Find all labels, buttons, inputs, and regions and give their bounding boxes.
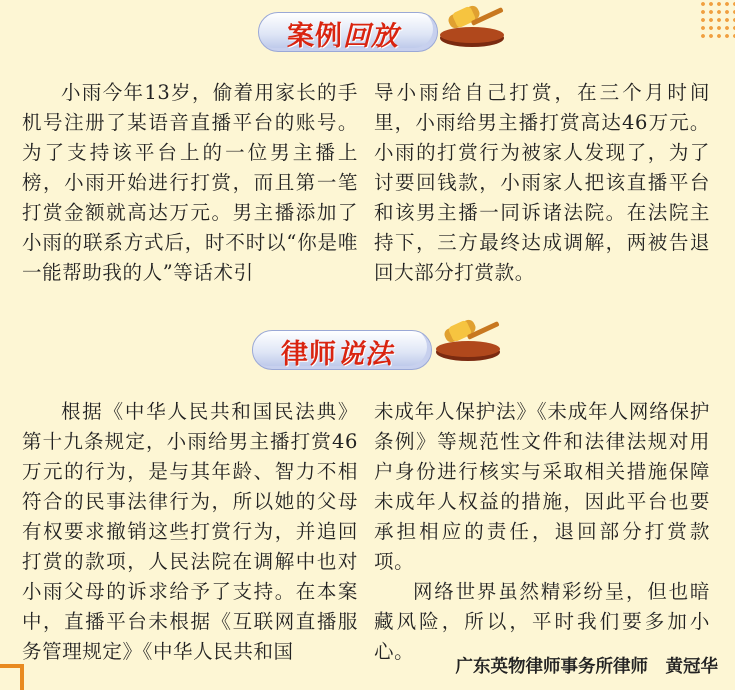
corner-mark [0,664,24,690]
title-part-a: 案例 [287,21,343,52]
title-part-b: 回放 [343,21,399,52]
section-title [258,14,428,53]
gavel-icon [438,0,508,48]
case-paragraph-part-1: 小雨今年13岁，偷着用家长的手机号注册了某语音直播平台的账号。为了支持该平台上的一位男主播上榜，小雨开始进行打赏，而且第一笔打赏金额就高达万元。男主播添加了小雨的联系方式后，时不时以“你是唯一能帮助我的人”等话术引 [22,81,358,284]
gavel-icon [434,314,504,362]
lawyer-text-left [22,397,358,667]
case-text-left [22,78,358,288]
section-title [252,332,422,371]
section-banner-case-review [258,8,453,52]
author-signature: 广东英物律师事务所律师 黄冠华 [455,657,718,677]
case-paragraph-part-2: 导小雨给自己打赏，在三个月时间里，小雨给男主播打赏高达46万元。小雨的打赏行为被家人发现了，为了讨要回钱款，小雨家人把该直播平台和该男主播一同诉诸法院。在法院主持下，三方最终达成调解，两被告退回大部分打赏款。 [374,81,710,284]
title-part-a: 律师 [281,339,337,370]
section-banner-lawyer-says [252,326,447,370]
lawyer-text-right [374,397,710,667]
lawyer-paragraph-closing: 网络世界虽然精彩纷呈，但也暗藏风险，所以，平时我们要多加小心。 [374,580,710,663]
title-part-b: 说法 [337,339,393,370]
lawyer-paragraph-part-1: 根据《中华人民共和国民法典》第十九条规定，小雨给男主播打赏46万元的行为，是与其年龄、智力不相符合的民事法律行为，所以她的父母有权要求撤销这些打赏行为，并追回打赏的款项，人民法院在调解中也对小雨父母的诉求给予了支持。在本案中，直播平台未根据《互联网直播服务管理规定》《中华人民共和国 [22,400,358,663]
case-text-right [374,78,710,288]
corner-dot-pattern [699,0,735,40]
lawyer-paragraph-part-2: 未成年人保护法》《未成年人网络保护条例》等规范性文件和法律法规对用户身份进行核实与采取相关措施保障未成年人权益的措施，因此平台也要承担相应的责任，退回部分打赏款项。 [374,400,710,573]
